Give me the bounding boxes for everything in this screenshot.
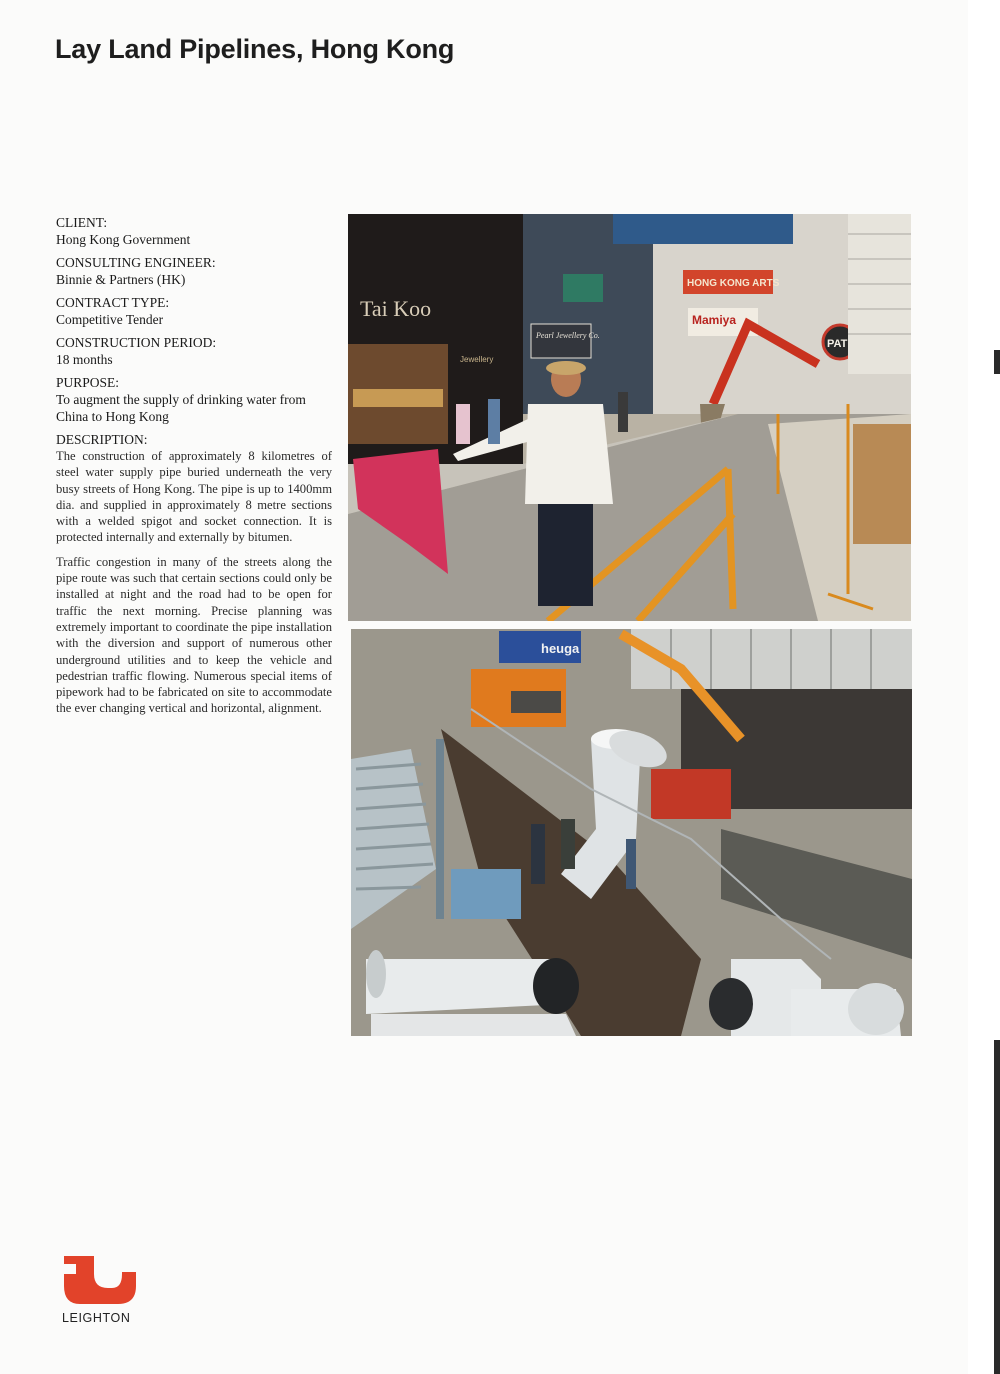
period-label: CONSTRUCTION PERIOD: (56, 335, 217, 350)
engineer-value: Binnie & Partners (HK) (56, 272, 186, 287)
pipe-trench-photo (351, 629, 912, 1036)
description-paragraph: Traffic congestion in many of the streets along the pipe route was such that certain sections could only be installed at night and the road had to be open for traffic the next morning. Precise planning was extremely important to coordinate the pipe installation with the diversion and support of numerous other underground utilities and to keep the vehicle and pedestrian traffic flowing. Numerous special items of pipework had to be fabricated on site to accommodate the ever changing vertical and horizontal, alignment. (56, 554, 332, 716)
edge-mark (994, 350, 1000, 374)
contract-label: CONTRACT TYPE: (56, 295, 170, 310)
edge-mark (994, 1040, 1000, 1374)
period-value: 18 months (56, 352, 113, 367)
contract-value: Competitive Tender (56, 312, 164, 327)
description-field (56, 431, 332, 717)
shop-sign-hongkong-arts: HONG KONG ARTS (687, 278, 780, 289)
period-field (56, 334, 332, 368)
client-value: Hong Kong Government (56, 232, 191, 247)
client-label: CLIENT: (56, 215, 108, 230)
purpose-field (56, 374, 332, 425)
leighton-logo (62, 1256, 140, 1325)
shop-sign-jewellery: Jewellery (460, 355, 494, 364)
purpose-label: PURPOSE: (56, 375, 120, 390)
leighton-logo-mark (62, 1256, 136, 1304)
description-paragraph: The construction of approximately 8 kilometres of steel water supply pipe buried underneath the very busy streets of Hong Kong. The pipe is up to 1400mm dia. and supplied in approximately 8 metre sections with a welded spigot and socket connection. It is protected internally and externally by bitumen. (56, 449, 332, 545)
shop-sign-pat: PAT (827, 338, 848, 350)
page-title: Lay Land Pipelines, Hong Kong (55, 34, 455, 64)
leighton-wordmark: LEIGHTON (62, 1311, 131, 1325)
contract-field (56, 294, 332, 328)
shop-sign-pearl: Pearl Jewellery Co. (536, 331, 600, 340)
engineer-label: CONSULTING ENGINEER: (56, 255, 216, 270)
project-specs (56, 214, 332, 725)
purpose-value: To augment the supply of drinking water from China to Hong Kong (56, 392, 306, 424)
client-field (56, 214, 332, 248)
shop-sign-mamiya: Mamiya (692, 313, 737, 327)
description-label: DESCRIPTION: (56, 432, 148, 447)
engineer-field (56, 254, 332, 288)
street-works-photo (348, 214, 911, 621)
shop-sign-taikoo: Tai Koo (360, 296, 432, 321)
truck-sign-heuga: heuga (541, 641, 580, 656)
